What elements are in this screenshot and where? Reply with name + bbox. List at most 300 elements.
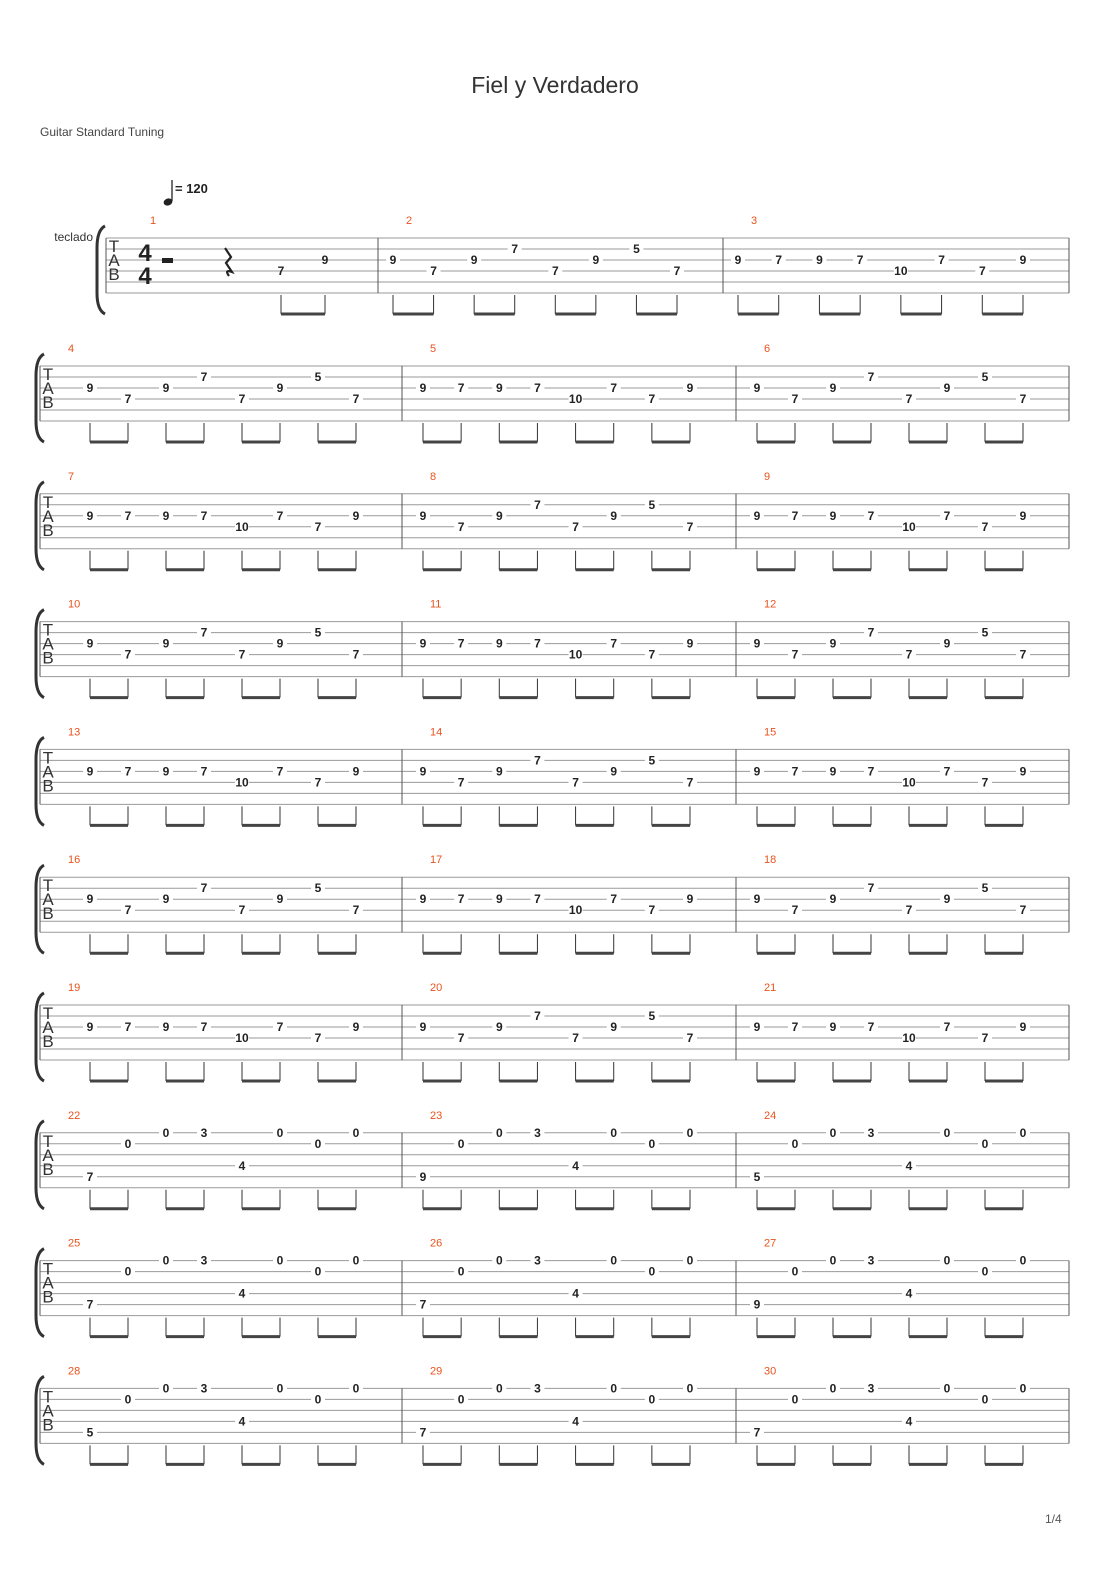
- fret-number: 7: [352, 647, 360, 662]
- fret-number: 0: [610, 1253, 618, 1268]
- fret-number: 9: [352, 764, 360, 779]
- fret-number: 9: [419, 1169, 427, 1184]
- fret-number: 3: [200, 1253, 208, 1268]
- fret-number: 9: [686, 892, 694, 907]
- fret-number: 0: [1019, 1381, 1027, 1396]
- measure-number: 25: [68, 1237, 81, 1250]
- fret-number: 9: [734, 253, 742, 267]
- fret-number: 4: [572, 1286, 579, 1301]
- fret-number: 7: [511, 242, 519, 256]
- fret-number: 7: [277, 264, 285, 278]
- fret-number: 9: [495, 381, 503, 395]
- fret-number: 7: [867, 625, 875, 640]
- fret-number: 7: [419, 1425, 427, 1440]
- fret-number: 7: [905, 903, 913, 918]
- measure-number: 15: [764, 726, 777, 739]
- fret-number: 9: [829, 892, 837, 907]
- fret-number: 7: [534, 753, 541, 768]
- fret-number: 10: [902, 775, 916, 790]
- fret-number: 9: [495, 764, 503, 779]
- fret-number: 9: [86, 381, 94, 395]
- fret-number: 9: [686, 381, 694, 395]
- fret-number: 7: [905, 647, 913, 662]
- tab-clef-letter: T: [42, 1131, 54, 1151]
- fret-number: 0: [981, 1264, 989, 1279]
- fret-number: 5: [981, 625, 989, 640]
- measure-number: 5: [430, 343, 437, 355]
- fret-number: 9: [276, 636, 284, 651]
- tab-clef-letter: T: [42, 620, 54, 640]
- fret-number: 0: [162, 1381, 170, 1396]
- fret-number: 7: [200, 508, 208, 523]
- tab-clef-letter: B: [108, 265, 120, 284]
- fret-number: 3: [867, 1381, 875, 1396]
- measure-number: 30: [764, 1365, 777, 1378]
- measure-number: 2: [406, 215, 413, 227]
- fret-number: 7: [419, 1297, 427, 1312]
- fret-number: 0: [314, 1136, 322, 1151]
- fret-number: 5: [981, 881, 989, 896]
- measure-number: 12: [764, 598, 777, 611]
- fret-number: 5: [753, 1169, 761, 1184]
- fret-number: 0: [124, 1136, 132, 1151]
- fret-number: 0: [352, 1125, 360, 1140]
- fret-number: 7: [775, 253, 783, 267]
- fret-number: 7: [686, 775, 694, 790]
- fret-number: 0: [457, 1264, 465, 1279]
- fret-number: 7: [238, 903, 246, 918]
- fret-number: 7: [981, 519, 989, 534]
- fret-number: 0: [943, 1125, 951, 1140]
- fret-number: 9: [495, 508, 503, 523]
- fret-number: 7: [867, 370, 875, 384]
- fret-number: 10: [894, 264, 908, 278]
- measure-number: 19: [68, 982, 81, 994]
- fret-number: 7: [86, 1169, 94, 1184]
- fret-number: 9: [86, 764, 94, 779]
- fret-number: 7: [314, 775, 322, 790]
- fret-number: 3: [534, 1125, 541, 1140]
- fret-number: 7: [124, 903, 132, 918]
- fret-number: 9: [816, 253, 823, 267]
- fret-number: 9: [419, 636, 427, 651]
- fret-number: 9: [943, 892, 951, 907]
- fret-number: 0: [457, 1392, 465, 1407]
- tab-clef-letter: B: [42, 648, 54, 668]
- measure-number: 22: [68, 1109, 81, 1122]
- fret-number: 5: [314, 625, 322, 640]
- tab-clef-letter: B: [42, 904, 54, 924]
- tuning-label: Guitar Standard Tuning: [40, 125, 165, 139]
- fret-number: 9: [86, 892, 94, 907]
- fret-number: 9: [592, 253, 600, 267]
- fret-number: 9: [829, 508, 837, 523]
- tab-clef-letter: T: [42, 492, 54, 512]
- fret-number: 0: [1019, 1125, 1027, 1140]
- fret-number: 9: [162, 381, 170, 395]
- fret-number: 7: [610, 892, 618, 907]
- fret-number: 7: [124, 764, 132, 779]
- fret-number: 7: [791, 764, 799, 779]
- fret-number: 9: [162, 508, 170, 523]
- fret-number: 9: [495, 892, 503, 907]
- fret-number: 9: [419, 892, 427, 907]
- fret-number: 9: [419, 508, 427, 523]
- fret-number: 7: [572, 775, 579, 790]
- fret-number: 5: [648, 497, 656, 512]
- fret-number: 0: [162, 1253, 170, 1268]
- tab-clef-letter: T: [42, 1387, 54, 1407]
- fret-number: 5: [981, 370, 989, 384]
- fret-number: 7: [1019, 647, 1027, 662]
- fret-number: 4: [238, 1414, 246, 1429]
- measure-number: 26: [430, 1237, 443, 1250]
- fret-number: 3: [534, 1253, 541, 1268]
- measure-number: 11: [430, 598, 442, 611]
- fret-number: 7: [686, 1031, 694, 1045]
- fret-number: 0: [352, 1253, 360, 1268]
- fret-number: 9: [1019, 508, 1027, 523]
- fret-number: 9: [495, 636, 503, 651]
- measure-number: 7: [68, 470, 75, 483]
- fret-number: 9: [686, 636, 694, 651]
- fret-number: 7: [534, 636, 541, 651]
- fret-number: 3: [867, 1125, 875, 1140]
- tab-clef-letter: B: [42, 776, 54, 796]
- measure-number: 6: [764, 343, 771, 355]
- fret-number: 0: [495, 1253, 503, 1268]
- fret-number: 9: [610, 1020, 618, 1034]
- tab-clef-letter: A: [42, 1273, 54, 1293]
- fret-number: 4: [238, 1158, 246, 1173]
- fret-number: 0: [124, 1264, 132, 1279]
- tab-clef-letter: B: [42, 1287, 54, 1307]
- fret-number: 4: [238, 1286, 246, 1301]
- fret-number: 9: [753, 508, 761, 523]
- fret-number: 7: [200, 881, 208, 896]
- fret-number: 10: [235, 775, 249, 790]
- tab-clef-letter: A: [42, 506, 54, 526]
- fret-number: 9: [419, 1020, 427, 1034]
- fret-number: 4: [905, 1286, 913, 1301]
- fret-number: 7: [457, 636, 465, 651]
- fret-number: 0: [610, 1381, 618, 1396]
- measure-number: 10: [68, 598, 81, 611]
- fret-number: 0: [791, 1136, 799, 1151]
- fret-number: 5: [86, 1425, 94, 1440]
- fret-number: 7: [534, 892, 541, 907]
- measure-number: 21: [764, 982, 777, 994]
- fret-number: 7: [457, 1031, 465, 1045]
- measure-number: 23: [430, 1109, 443, 1122]
- tab-clef-letter: T: [42, 365, 54, 384]
- fret-number: 7: [86, 1297, 94, 1312]
- fret-number: 9: [419, 381, 427, 395]
- fret-number: 0: [648, 1392, 656, 1407]
- fret-number: 5: [648, 753, 656, 768]
- fret-number: 10: [902, 1031, 916, 1045]
- measure-number: 17: [430, 854, 443, 867]
- fret-number: 9: [321, 253, 329, 267]
- fret-number: 7: [648, 903, 656, 918]
- fret-number: 9: [86, 636, 94, 651]
- fret-number: 0: [829, 1253, 837, 1268]
- system-brace: [97, 226, 105, 314]
- fret-number: 9: [352, 1020, 360, 1034]
- fret-number: 10: [568, 647, 583, 662]
- fret-number: 7: [791, 508, 799, 523]
- fret-number: 0: [314, 1392, 322, 1407]
- fret-number: 7: [867, 508, 875, 523]
- fret-number: 7: [352, 392, 360, 406]
- fret-number: 9: [162, 1020, 170, 1034]
- fret-number: 9: [829, 636, 837, 651]
- page-number: 1/4: [1045, 1512, 1062, 1526]
- fret-number: 7: [1019, 903, 1027, 918]
- fret-number: 7: [534, 497, 541, 512]
- fret-number: 0: [686, 1253, 694, 1268]
- fret-number: 7: [791, 392, 799, 406]
- tab-clef-letter: A: [42, 379, 54, 398]
- fret-number: 7: [200, 625, 208, 640]
- fret-number: 9: [753, 1020, 761, 1034]
- fret-number: 7: [867, 1020, 875, 1034]
- tab-clef-letter: A: [42, 634, 54, 654]
- fret-number: 0: [276, 1253, 284, 1268]
- fret-number: 7: [981, 775, 989, 790]
- fret-number: 9: [610, 508, 618, 523]
- fret-number: 7: [124, 392, 132, 406]
- fret-number: 7: [457, 519, 465, 534]
- fret-number: 0: [276, 1125, 284, 1140]
- fret-number: 7: [1019, 392, 1027, 406]
- fret-number: 10: [235, 519, 249, 534]
- fret-number: 7: [276, 508, 284, 523]
- tab-clef-letter: A: [42, 890, 54, 910]
- fret-number: 0: [981, 1136, 989, 1151]
- fret-number: 4: [572, 1414, 579, 1429]
- fret-number: 9: [1019, 764, 1027, 779]
- fret-number: 5: [314, 370, 322, 384]
- fret-number: 9: [1019, 1020, 1027, 1034]
- fret-number: 3: [200, 1381, 208, 1396]
- fret-number: 0: [1019, 1253, 1027, 1268]
- fret-number: 0: [314, 1264, 322, 1279]
- tab-clef-letter: A: [42, 1401, 54, 1421]
- time-signature-denominator: 4: [138, 263, 152, 290]
- measure-number: 3: [751, 215, 758, 227]
- fret-number: 7: [572, 1031, 579, 1045]
- measure-number: 20: [430, 982, 443, 994]
- fret-number: 0: [276, 1381, 284, 1396]
- fret-number: 9: [753, 892, 761, 907]
- fret-number: 9: [86, 508, 94, 523]
- fret-number: 7: [867, 764, 875, 779]
- tab-clef-letter: B: [42, 1032, 54, 1051]
- measure-number: 16: [68, 854, 81, 867]
- fret-number: 0: [648, 1264, 656, 1279]
- fret-number: 0: [943, 1381, 951, 1396]
- score-title: Fiel y Verdadero: [471, 72, 639, 98]
- fret-number: 7: [610, 636, 618, 651]
- fret-number: 7: [981, 1031, 989, 1045]
- fret-number: 7: [791, 903, 799, 918]
- measure-number: 8: [430, 470, 437, 483]
- fret-number: 0: [457, 1136, 465, 1151]
- tab-clef-letter: B: [42, 1415, 54, 1435]
- fret-number: 7: [551, 264, 559, 278]
- fret-number: 10: [902, 519, 916, 534]
- fret-number: 7: [572, 519, 579, 534]
- fret-number: 0: [943, 1253, 951, 1268]
- fret-number: 4: [905, 1414, 913, 1429]
- measure-number: 1: [150, 215, 157, 227]
- tab-clef-letter: A: [42, 762, 54, 782]
- fret-number: 7: [791, 647, 799, 662]
- fret-number: 9: [352, 508, 360, 523]
- fret-number: 9: [495, 1020, 503, 1034]
- fret-number: 7: [238, 647, 246, 662]
- fret-number: 7: [276, 764, 284, 779]
- fret-number: 0: [981, 1392, 989, 1407]
- fret-number: 7: [534, 1009, 541, 1023]
- fret-number: 7: [610, 381, 618, 395]
- measure-number: 27: [764, 1237, 777, 1250]
- fret-number: 9: [753, 1297, 761, 1312]
- fret-number: 10: [568, 392, 583, 406]
- fret-number: 7: [791, 1020, 799, 1034]
- tab-clef-letter: B: [42, 1159, 54, 1179]
- fret-number: 7: [200, 764, 208, 779]
- fret-number: 7: [686, 519, 694, 534]
- fret-number: 7: [457, 775, 465, 790]
- measure-number: 18: [764, 854, 777, 867]
- fret-number: 9: [829, 381, 837, 395]
- fret-number: 7: [943, 508, 951, 523]
- fret-number: 7: [943, 1020, 951, 1034]
- time-signature-numerator: 4: [138, 240, 152, 267]
- quarter-rest-icon: [225, 248, 232, 276]
- fret-number: 9: [610, 764, 618, 779]
- fret-number: 0: [352, 1381, 360, 1396]
- fret-number: 7: [978, 264, 986, 278]
- measure-number: 14: [430, 726, 443, 739]
- fret-number: 9: [943, 381, 951, 395]
- fret-number: 3: [867, 1253, 875, 1268]
- fret-number: 7: [648, 647, 656, 662]
- fret-number: 7: [276, 1020, 284, 1034]
- fret-number: 10: [235, 1031, 249, 1045]
- fret-number: 0: [791, 1392, 799, 1407]
- fret-number: 9: [276, 892, 284, 907]
- fret-number: 9: [829, 1020, 837, 1034]
- tab-clef-letter: T: [108, 237, 120, 256]
- tab-clef-letter: T: [42, 1259, 54, 1279]
- fret-number: 9: [943, 636, 951, 651]
- fret-number: 7: [905, 392, 913, 406]
- fret-number: 0: [648, 1136, 656, 1151]
- fret-number: 4: [905, 1158, 913, 1173]
- fret-number: 9: [753, 636, 761, 651]
- measure-number: 28: [68, 1365, 81, 1378]
- fret-number: 9: [829, 764, 837, 779]
- fret-number: 4: [572, 1158, 579, 1173]
- tab-clef-letter: A: [42, 1018, 54, 1037]
- tab-clef-letter: A: [108, 251, 120, 270]
- fret-number: 0: [124, 1392, 132, 1407]
- tab-clef-letter: B: [42, 393, 54, 412]
- fret-number: 7: [200, 370, 208, 384]
- fret-number: 7: [200, 1020, 208, 1034]
- tab-clef-letter: T: [42, 876, 54, 896]
- fret-number: 9: [1019, 253, 1027, 267]
- fret-number: 9: [162, 892, 170, 907]
- fret-number: 9: [276, 381, 284, 395]
- fret-number: 7: [753, 1425, 761, 1440]
- fret-number: 7: [938, 253, 945, 267]
- fret-number: 0: [686, 1125, 694, 1140]
- fret-number: 7: [457, 892, 465, 907]
- fret-number: 9: [162, 764, 170, 779]
- tempo-value: = 120: [175, 181, 208, 196]
- fret-number: 10: [568, 903, 583, 918]
- fret-number: 7: [238, 392, 246, 406]
- fret-number: 9: [162, 636, 170, 651]
- fret-number: 7: [124, 1020, 132, 1034]
- fret-number: 7: [430, 264, 437, 278]
- fret-number: 0: [495, 1125, 503, 1140]
- fret-number: 5: [314, 881, 322, 896]
- fret-number: 9: [470, 253, 478, 267]
- fret-number: 5: [633, 242, 640, 256]
- measure-number: 4: [68, 343, 75, 355]
- measure-number: 24: [764, 1109, 777, 1122]
- fret-number: 3: [534, 1381, 541, 1396]
- fret-number: 0: [495, 1381, 503, 1396]
- fret-number: 0: [829, 1125, 837, 1140]
- tab-clef-letter: A: [42, 1145, 54, 1165]
- fret-number: 7: [314, 1031, 322, 1045]
- fret-number: 0: [162, 1125, 170, 1140]
- fret-number: 7: [457, 381, 465, 395]
- fret-number: 7: [314, 519, 322, 534]
- fret-number: 9: [86, 1020, 94, 1034]
- fret-number: 7: [943, 764, 951, 779]
- fret-number: 7: [867, 881, 875, 896]
- fret-number: 0: [686, 1381, 694, 1396]
- fret-number: 7: [352, 903, 360, 918]
- fret-number: 0: [791, 1264, 799, 1279]
- fret-number: 9: [753, 381, 761, 395]
- measure-number: 9: [764, 470, 771, 483]
- fret-number: 5: [648, 1009, 656, 1023]
- half-rest-icon: [162, 258, 173, 263]
- fret-number: 7: [124, 508, 132, 523]
- fret-number: 7: [856, 253, 864, 267]
- fret-number: 3: [200, 1125, 208, 1140]
- fret-number: 0: [829, 1381, 837, 1396]
- tab-clef-letter: T: [42, 1004, 54, 1023]
- fret-number: 7: [124, 647, 132, 662]
- instrument-label: teclado: [54, 230, 93, 244]
- fret-number: 9: [389, 253, 397, 267]
- tab-clef-letter: T: [42, 748, 54, 768]
- measure-number: 13: [68, 726, 81, 739]
- fret-number: 0: [610, 1125, 618, 1140]
- tab-clef-letter: B: [42, 520, 54, 540]
- fret-number: 7: [534, 381, 541, 395]
- fret-number: 7: [673, 264, 681, 278]
